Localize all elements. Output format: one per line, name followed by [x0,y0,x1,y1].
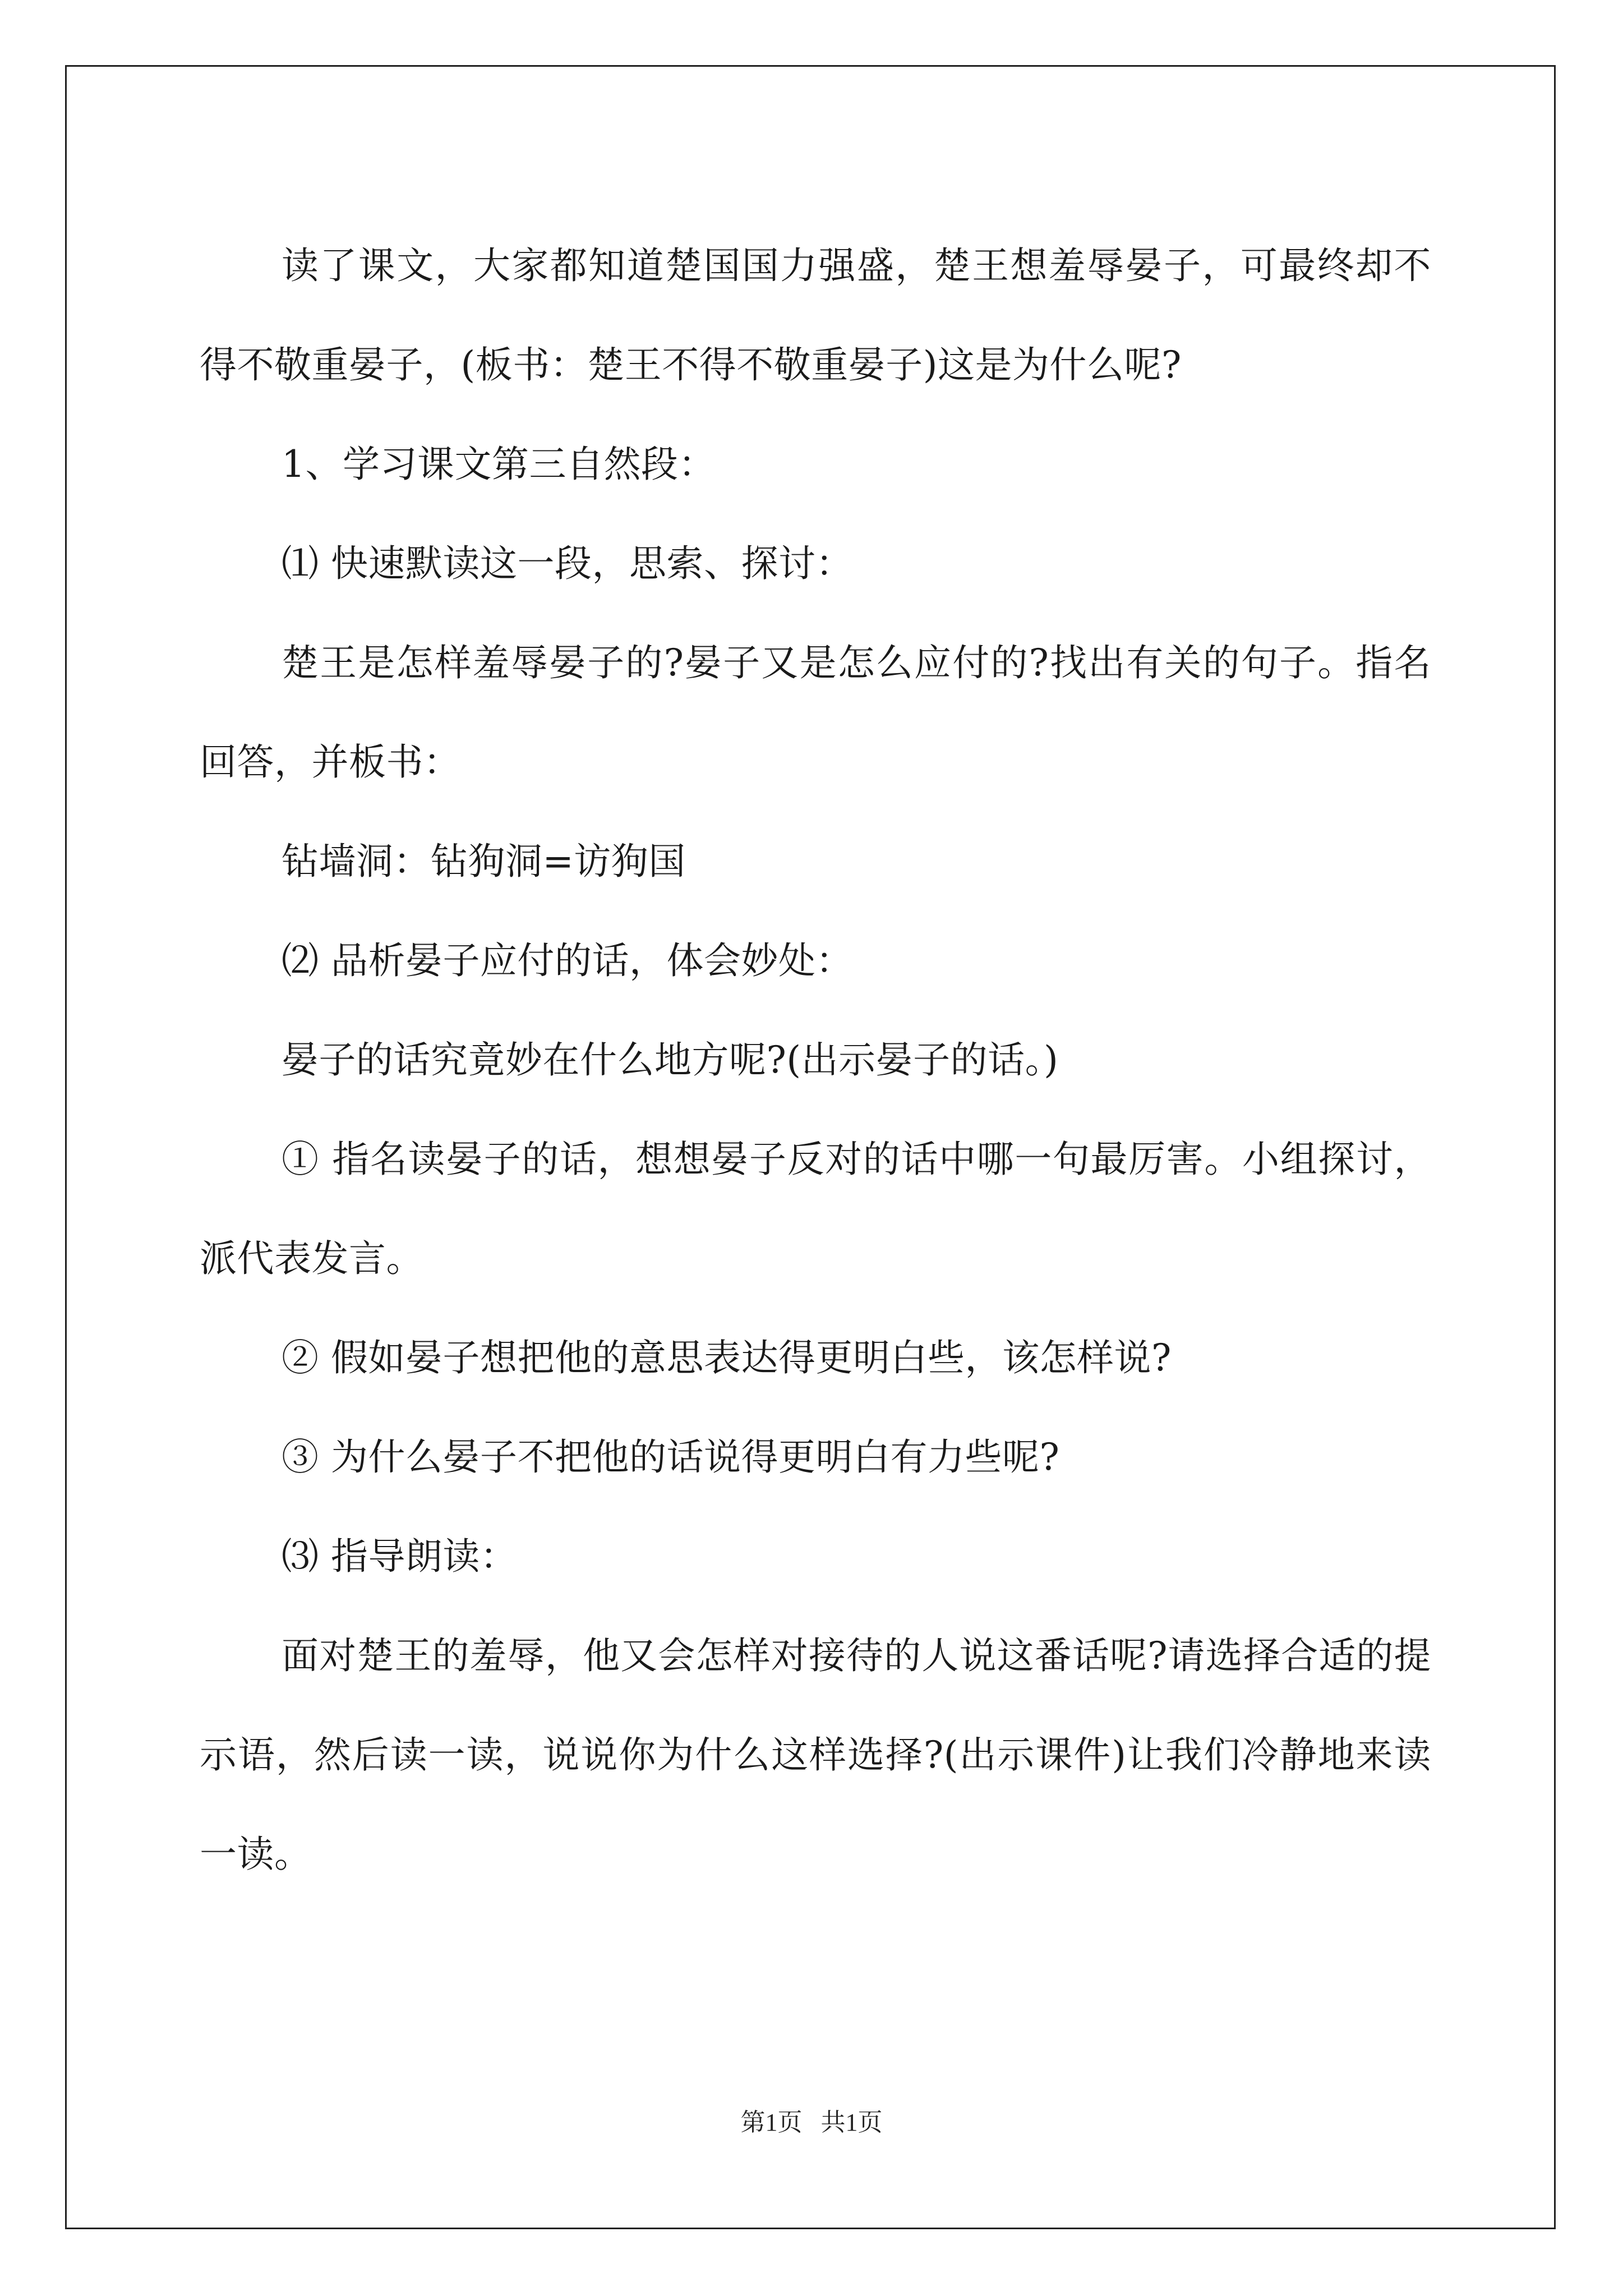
paragraph-question: 楚王是怎样羞辱晏子的?晏子又是怎么应付的?找出有关的句子。指名回答，并板书： [200,641,1431,784]
paragraph-point-3: ③ 为什么晏子不把他的话说得更明白有力些呢? [282,1435,1060,1479]
paragraph-reading-guide: 面对楚王的羞辱，他又会怎样对接待的人说这番话呢?请选择合适的提示语，然后读一读，说说你为什么这样选择?(出示课件)让我们冷静地来读一读。 [200,1634,1431,1876]
paragraph-point-2: ② 假如晏子想把他的意思表达得更明白些，该怎样说? [282,1336,1172,1379]
paragraph-substep-2: ⑵ 品析晏子应付的话，体会妙处： [282,939,853,982]
paragraph-substep-1: ⑴ 快速默读这一段，思索、探讨： [282,542,853,585]
page-number-footer: 第1页 共1页 [740,2109,883,2136]
paragraph-substep-3: ⑶ 指导朗读： [282,1535,518,1578]
paragraph-point-1: ① 指名读晏子的话，想想晏子反对的话中哪一句最厉害。小组探讨，派代表发言。 [200,1138,1431,1280]
paragraph-step-1: 1、学习课文第三自然段： [282,443,716,486]
paragraph-board-note: 钻墙洞：钻狗洞=访狗国 [282,840,686,883]
paragraph-intro: 读了课文，大家都知道楚国国力强盛，楚王想羞辱晏子，可最终却不得不敬重晏子，(板书：楚王不得不敬重晏子)这是为什么呢? [200,244,1431,386]
paragraph-prompt: 晏子的话究竟妙在什么地方呢?(出示晏子的话。) [282,1038,1059,1082]
document-body [200,216,1431,1904]
